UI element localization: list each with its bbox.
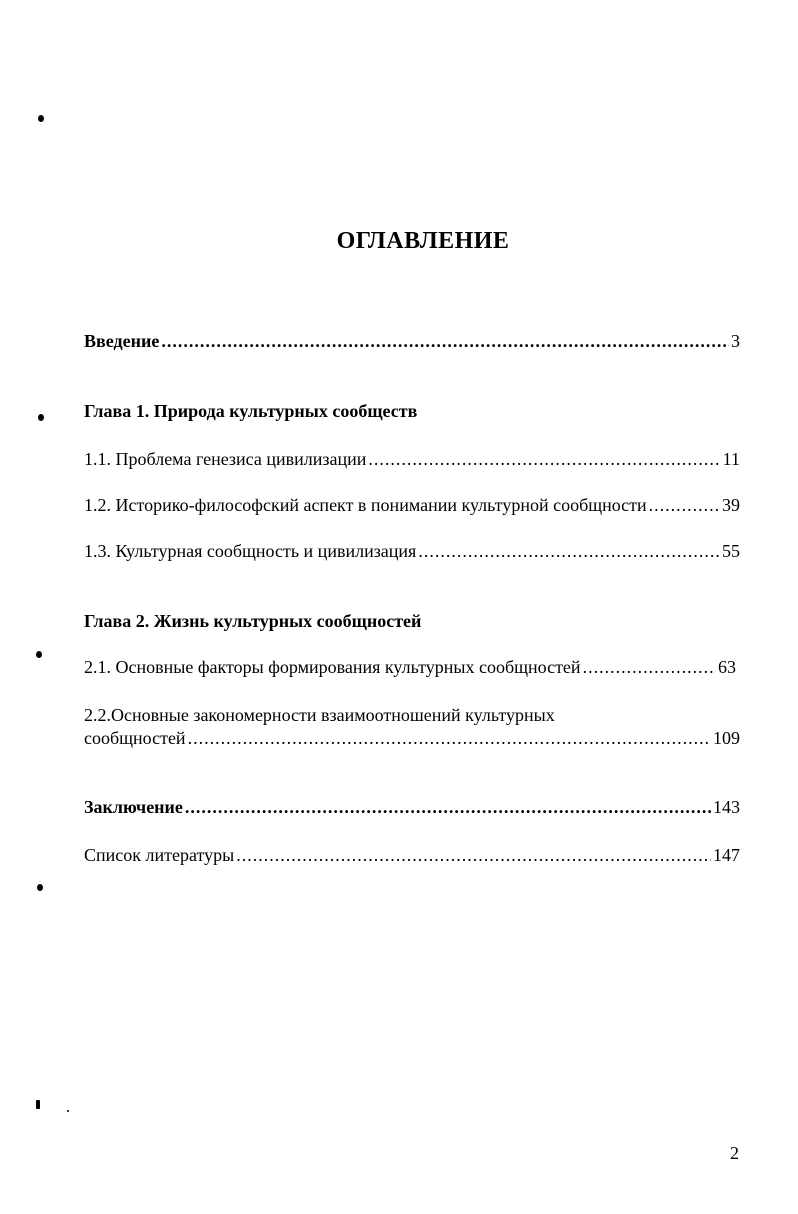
dot-leader [185, 796, 711, 818]
scan-artifact [36, 1100, 40, 1109]
scan-artifact [36, 651, 42, 658]
toc-entry-2-2[interactable] [84, 727, 740, 749]
toc-entry-page: 3 [731, 331, 740, 351]
chapter-1-heading[interactable]: Глава 1. Природа культурных сообществ [84, 401, 418, 421]
toc-entry-1-2[interactable] [84, 494, 740, 516]
toc-entry-label: Заключение [84, 797, 183, 817]
toc-entry-label: Введение [84, 331, 160, 351]
toc-entry-introduction[interactable] [84, 330, 740, 352]
toc-entry-conclusion[interactable] [84, 796, 740, 818]
page-number: 2 [730, 1143, 739, 1163]
toc-entry-1-1[interactable] [84, 448, 740, 470]
dot-leader [649, 494, 720, 516]
toc-entry-page: 143 [713, 797, 740, 817]
scan-artifact [38, 414, 44, 421]
dot-leader [188, 727, 711, 749]
toc-entry-label: 1.2. Историко-философский аспект в понимании культурной сообщности [84, 495, 647, 515]
toc-entry-label: 1.1. Проблема генезиса цивилизации [84, 449, 367, 469]
toc-entry-label: 2.1. Основные факторы формирования культурных сообщностей [84, 657, 581, 677]
scan-artifact [67, 1110, 69, 1112]
toc-title: ОГЛАВЛЕНИЕ [336, 228, 510, 254]
toc-entry-page: 147 [713, 845, 740, 865]
scan-artifact [38, 115, 44, 122]
toc-entry-label: сообщностей [84, 728, 186, 748]
dot-leader [161, 330, 729, 352]
dot-leader [418, 540, 720, 562]
toc-entry-page: 63 [718, 657, 736, 677]
toc-entry-page: 109 [713, 728, 740, 748]
dot-leader [368, 448, 720, 470]
chapter-2-heading[interactable]: Глава 2. Жизнь культурных сообщностей [84, 611, 422, 631]
toc-entry-2-2-line1[interactable]: 2.2.Основные закономерности взаимоотношений культурных [84, 705, 555, 725]
scan-artifact [37, 884, 43, 891]
dot-leader [236, 844, 711, 866]
toc-entry-page: 39 [722, 495, 740, 515]
toc-entry-page: 55 [722, 541, 740, 561]
toc-entry-references[interactable] [84, 844, 740, 866]
dot-leader [583, 656, 716, 678]
toc-entry-1-3[interactable] [84, 540, 740, 562]
toc-entry-page: 11 [722, 449, 740, 469]
toc-entry-label: Список литературы [84, 845, 235, 865]
toc-entry-label: 1.3. Культурная сообщность и цивилизация [84, 541, 417, 561]
toc-entry-2-1[interactable] [84, 656, 736, 678]
